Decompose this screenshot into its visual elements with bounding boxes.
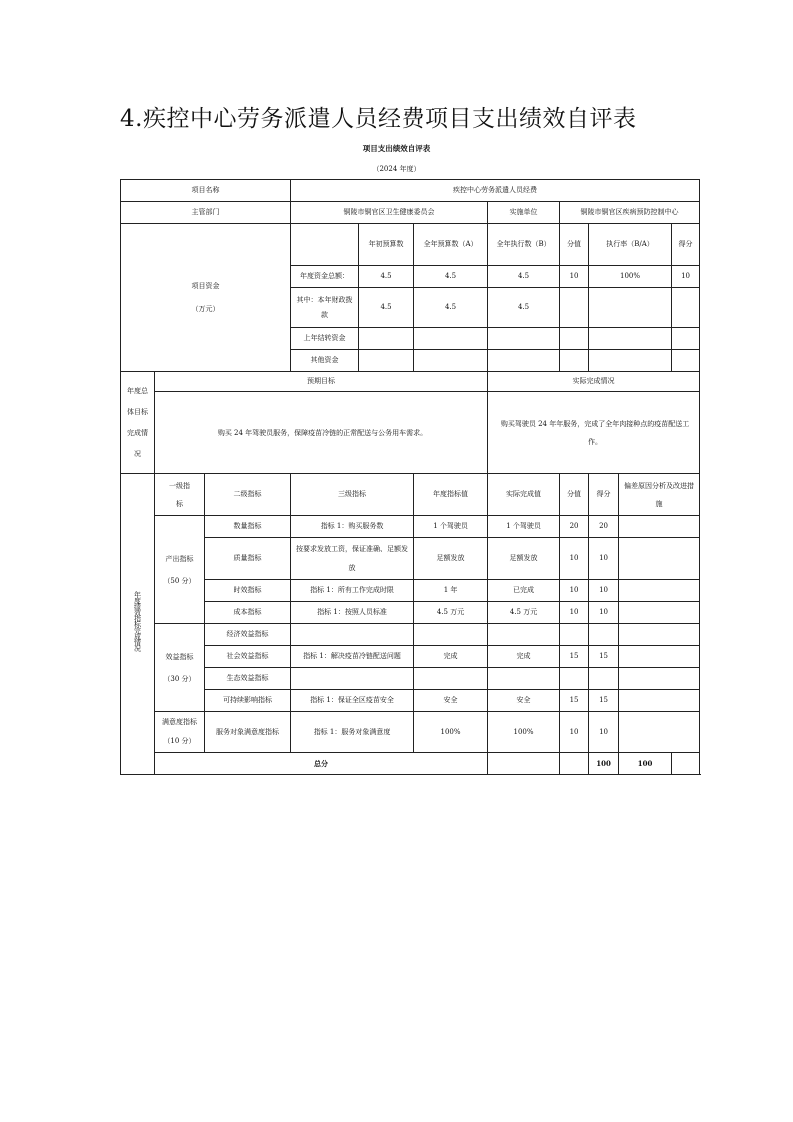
project-name-row xyxy=(121,180,700,202)
funds-label-line2: （万元） xyxy=(191,304,220,313)
level3-cell: 按要求发放工资，保证准确、足额发放 xyxy=(291,538,414,580)
level1-output: 产出指标（50 分） xyxy=(155,516,205,624)
funds-rate xyxy=(589,350,672,372)
actual-result-header: 实际完成情况 xyxy=(488,372,700,392)
goals-header-row xyxy=(121,372,700,392)
indicator-row xyxy=(121,538,700,580)
funds-rate xyxy=(589,328,672,350)
target-cell: 4.5 万元 xyxy=(414,602,488,624)
department-value: 铜陵市铜官区卫生健康委员会 xyxy=(291,202,488,224)
level2-cell: 质量指标 xyxy=(205,538,291,580)
total-score-value: 100 xyxy=(589,753,619,775)
level2-cell: 经济效益指标 xyxy=(205,624,291,646)
funds-header-row xyxy=(121,224,700,266)
actual-cell xyxy=(488,668,560,690)
funds-header-executed: 全年执行数（B） xyxy=(488,224,560,266)
score-cell: 15 xyxy=(589,646,619,668)
note-cell xyxy=(619,668,700,690)
department-row xyxy=(121,202,700,224)
target-cell: 完成 xyxy=(414,646,488,668)
funds-header-initial: 年初预算数 xyxy=(359,224,414,266)
funds-executed xyxy=(488,350,560,372)
project-name-label: 项目名称 xyxy=(121,180,291,202)
indicator-header-row xyxy=(121,474,700,516)
expected-goal-header: 预期目标 xyxy=(155,372,488,392)
score-value-cell: 10 xyxy=(560,712,589,753)
score-cell: 10 xyxy=(589,580,619,602)
score-value-cell: 10 xyxy=(560,580,589,602)
funds-row-label: 其他资金 xyxy=(291,350,359,372)
score-cell xyxy=(589,668,619,690)
score-value-cell: 15 xyxy=(560,690,589,712)
total-target-blank xyxy=(488,753,560,775)
score-value-cell: 10 xyxy=(560,602,589,624)
funds-score-value: 10 xyxy=(560,266,589,288)
score-cell: 15 xyxy=(589,690,619,712)
expected-goal-text: 购买 24 年驾驶员服务，保障疫苗冷链的正常配送与公务用车需求。 xyxy=(155,392,488,474)
total-row xyxy=(121,753,700,775)
note-cell xyxy=(619,690,700,712)
note-cell xyxy=(619,646,700,668)
header-target: 年度指标值 xyxy=(414,474,488,516)
score-cell: 10 xyxy=(589,538,619,580)
evaluation-table xyxy=(120,179,700,775)
score-value-cell xyxy=(560,668,589,690)
goals-content-row xyxy=(121,392,700,474)
header-actual: 实际完成值 xyxy=(488,474,560,516)
target-cell xyxy=(414,668,488,690)
funds-label xyxy=(121,224,291,372)
goals-label: 年度总体目标完成情况 xyxy=(121,372,155,474)
header-level2: 二级指标 xyxy=(205,474,291,516)
level2-cell: 时效指标 xyxy=(205,580,291,602)
score-cell xyxy=(589,624,619,646)
level3-cell xyxy=(291,624,414,646)
funds-header-rate: 执行率（B/A） xyxy=(589,224,672,266)
level3-cell: 指标 1：保证全区疫苗安全 xyxy=(291,690,414,712)
funds-score-value xyxy=(560,288,589,328)
score-cell: 20 xyxy=(589,516,619,538)
indicator-row xyxy=(121,602,700,624)
level2-cell: 数量指标 xyxy=(205,516,291,538)
note-cell xyxy=(619,602,700,624)
total-actual-blank xyxy=(560,753,589,775)
level2-cell: 生态效益指标 xyxy=(205,668,291,690)
target-cell: 安全 xyxy=(414,690,488,712)
level2-cell: 可持续影响指标 xyxy=(205,690,291,712)
funds-initial xyxy=(359,328,414,350)
actual-cell: 100% xyxy=(488,712,560,753)
funds-score xyxy=(672,288,700,328)
score-value-cell: 20 xyxy=(560,516,589,538)
target-cell: 1 年 xyxy=(414,580,488,602)
actual-cell: 足额发放 xyxy=(488,538,560,580)
funds-budget: 4.5 xyxy=(414,266,488,288)
funds-header-score: 得分 xyxy=(672,224,700,266)
funds-initial: 4.5 xyxy=(359,266,414,288)
total-label: 总分 xyxy=(155,753,488,775)
funds-header-blank xyxy=(291,224,359,266)
table-title: 项目支出绩效自评表 xyxy=(362,144,431,153)
target-cell: 足额发放 xyxy=(414,538,488,580)
funds-score-value xyxy=(560,328,589,350)
page-heading: 4.疾控中心劳务派遣人员经费项目支出绩效自评表 xyxy=(120,106,637,132)
level3-cell: 指标 1：购买服务数 xyxy=(291,516,414,538)
funds-rate xyxy=(589,288,672,328)
actual-cell: 安全 xyxy=(488,690,560,712)
actual-result-text: 购买驾驶员 24 年年服务，完成了全年肉接种点的疫苗配送工作。 xyxy=(488,392,700,474)
funds-row-label: 其中：本年财政拨款 xyxy=(291,288,359,328)
level1-benefit: 效益指标（30 分） xyxy=(155,624,205,712)
indicator-row xyxy=(121,712,700,753)
indicator-row xyxy=(121,690,700,712)
level3-cell: 指标 1：所有工作完成时限 xyxy=(291,580,414,602)
funds-executed: 4.5 xyxy=(488,266,560,288)
header-score: 得分 xyxy=(589,474,619,516)
actual-cell: 完成 xyxy=(488,646,560,668)
funds-label-line1: 项目资金 xyxy=(191,281,220,290)
funds-score-value xyxy=(560,350,589,372)
note-cell xyxy=(619,538,700,580)
target-cell: 1 个驾驶员 xyxy=(414,516,488,538)
indicator-section-label xyxy=(121,474,155,775)
level2-cell: 服务对象满意度指标 xyxy=(205,712,291,753)
total-score: 100 xyxy=(619,753,672,775)
funds-budget: 4.5 xyxy=(414,288,488,328)
funds-budget xyxy=(414,350,488,372)
funds-score xyxy=(672,350,700,372)
level3-cell xyxy=(291,668,414,690)
indicator-row xyxy=(121,624,700,646)
note-cell xyxy=(619,624,700,646)
level2-cell: 成本指标 xyxy=(205,602,291,624)
funds-score xyxy=(672,328,700,350)
total-note-blank xyxy=(672,753,700,775)
funds-initial xyxy=(359,350,414,372)
score-value-cell: 15 xyxy=(560,646,589,668)
funds-budget xyxy=(414,328,488,350)
level3-cell: 指标 1：按照人员标准 xyxy=(291,602,414,624)
score-cell: 10 xyxy=(589,602,619,624)
actual-cell xyxy=(488,624,560,646)
funds-row-label: 上年结转资金 xyxy=(291,328,359,350)
score-value-cell: 10 xyxy=(560,538,589,580)
funds-rate: 100% xyxy=(589,266,672,288)
level3-cell: 指标 1：解决疫苗冷链配送问题 xyxy=(291,646,414,668)
funds-initial: 4.5 xyxy=(359,288,414,328)
indicator-section-text: 年度绩效指标完成情况 xyxy=(133,591,142,651)
indicator-row xyxy=(121,516,700,538)
actual-cell: 1 个驾驶员 xyxy=(488,516,560,538)
score-cell: 10 xyxy=(589,712,619,753)
funds-row-label: 年度资金总额： xyxy=(291,266,359,288)
funds-score: 10 xyxy=(672,266,700,288)
header-score-value: 分值 xyxy=(560,474,589,516)
indicator-row xyxy=(121,580,700,602)
implementing-unit-value: 铜陵市铜官区疾病预防控制中心 xyxy=(560,202,700,224)
header-level3: 三级指标 xyxy=(291,474,414,516)
note-cell xyxy=(619,516,700,538)
year-label: （2024 年度） xyxy=(372,165,421,173)
level3-cell: 指标 1：服务对象满意度 xyxy=(291,712,414,753)
funds-executed: 4.5 xyxy=(488,288,560,328)
implementing-unit-label: 实施单位 xyxy=(488,202,560,224)
indicator-row xyxy=(121,668,700,690)
note-cell xyxy=(619,712,700,753)
note-cell xyxy=(619,580,700,602)
level2-cell: 社会效益指标 xyxy=(205,646,291,668)
indicator-row xyxy=(121,646,700,668)
funds-executed xyxy=(488,328,560,350)
actual-cell: 4.5 万元 xyxy=(488,602,560,624)
header-note: 偏差原因分析及改进措施 xyxy=(619,474,700,516)
department-label: 主管部门 xyxy=(121,202,291,224)
target-cell: 100% xyxy=(414,712,488,753)
project-name-value: 疾控中心劳务派遣人员经费 xyxy=(291,180,700,202)
target-cell xyxy=(414,624,488,646)
funds-header-score-value: 分值 xyxy=(560,224,589,266)
level1-satisfaction: 满意度指标（10 分） xyxy=(155,712,205,753)
header-level1: 一级指标 xyxy=(155,474,205,516)
actual-cell: 已完成 xyxy=(488,580,560,602)
score-value-cell xyxy=(560,624,589,646)
funds-header-budget: 全年预算数（A） xyxy=(414,224,488,266)
